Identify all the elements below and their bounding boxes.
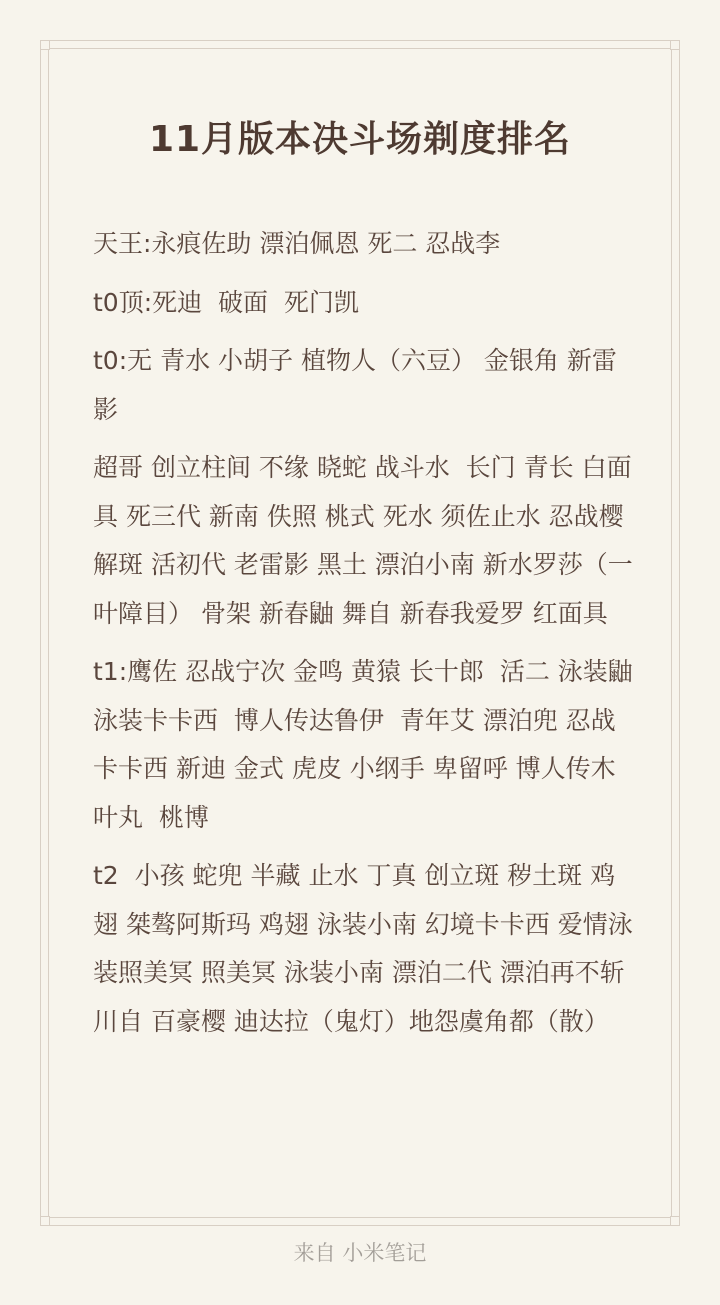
tier-paragraph-t1: t1:鹰佐 忍战宁次 金鸣 黄猿 长十郎 活二 泳装鼬 泳装卡卡西 博人传达鲁伊 青年艾 漂泊兜 忍战卡卡西 新迪 金式 虎皮 小纲手 卑留呼 博人传木叶丸 桃博 [93, 657, 641, 832]
corner-ornament-bottom-right [670, 1216, 680, 1226]
note-title: 11月版本决斗场剃度排名 [148, 119, 572, 160]
tier-paragraph-t2: t2 小孩 蛇兜 半藏 止水 丁真 创立斑 秽土斑 鸡翅 桀骜阿斯玛 鸡翅 泳装小南 幻境卡卡西 爱情泳装照美冥 照美冥 泳装小南 漂泊二代 漂泊再不斩 川自 百豪樱 迪达拉（鬼灯）地怨虞角都（散） [93, 861, 633, 1036]
footer-source: 来自 小米笔记 [293, 1241, 427, 1265]
tier-paragraph-king: 天王:永痕佐助 漂泊佩恩 死二 忍战李 [93, 229, 501, 258]
corner-ornament-top-right [670, 40, 680, 50]
note-body [93, 220, 641, 1056]
corner-ornament-top-left [40, 40, 50, 50]
tier-paragraph-t0: t0:无 青水 小胡子 植物人（六豆） 金银角 新雷影 [93, 346, 617, 424]
tier-paragraph-t0-top: t0顶:死迪 破面 死门凯 [93, 287, 359, 317]
corner-ornament-bottom-left [40, 1216, 50, 1226]
tier-paragraph-t0-continued: 超哥 创立柱间 不缘 晓蛇 战斗水 长门 青长 白面具 死三代 新南 佚照 桃式 死水 须佐止水 忍战樱 解斑 活初代 老雷影 黑土 漂泊小南 新水罗莎（一叶障目） 骨架 新春鼬 舞自 新春我爱罗 红面具 [93, 453, 633, 628]
